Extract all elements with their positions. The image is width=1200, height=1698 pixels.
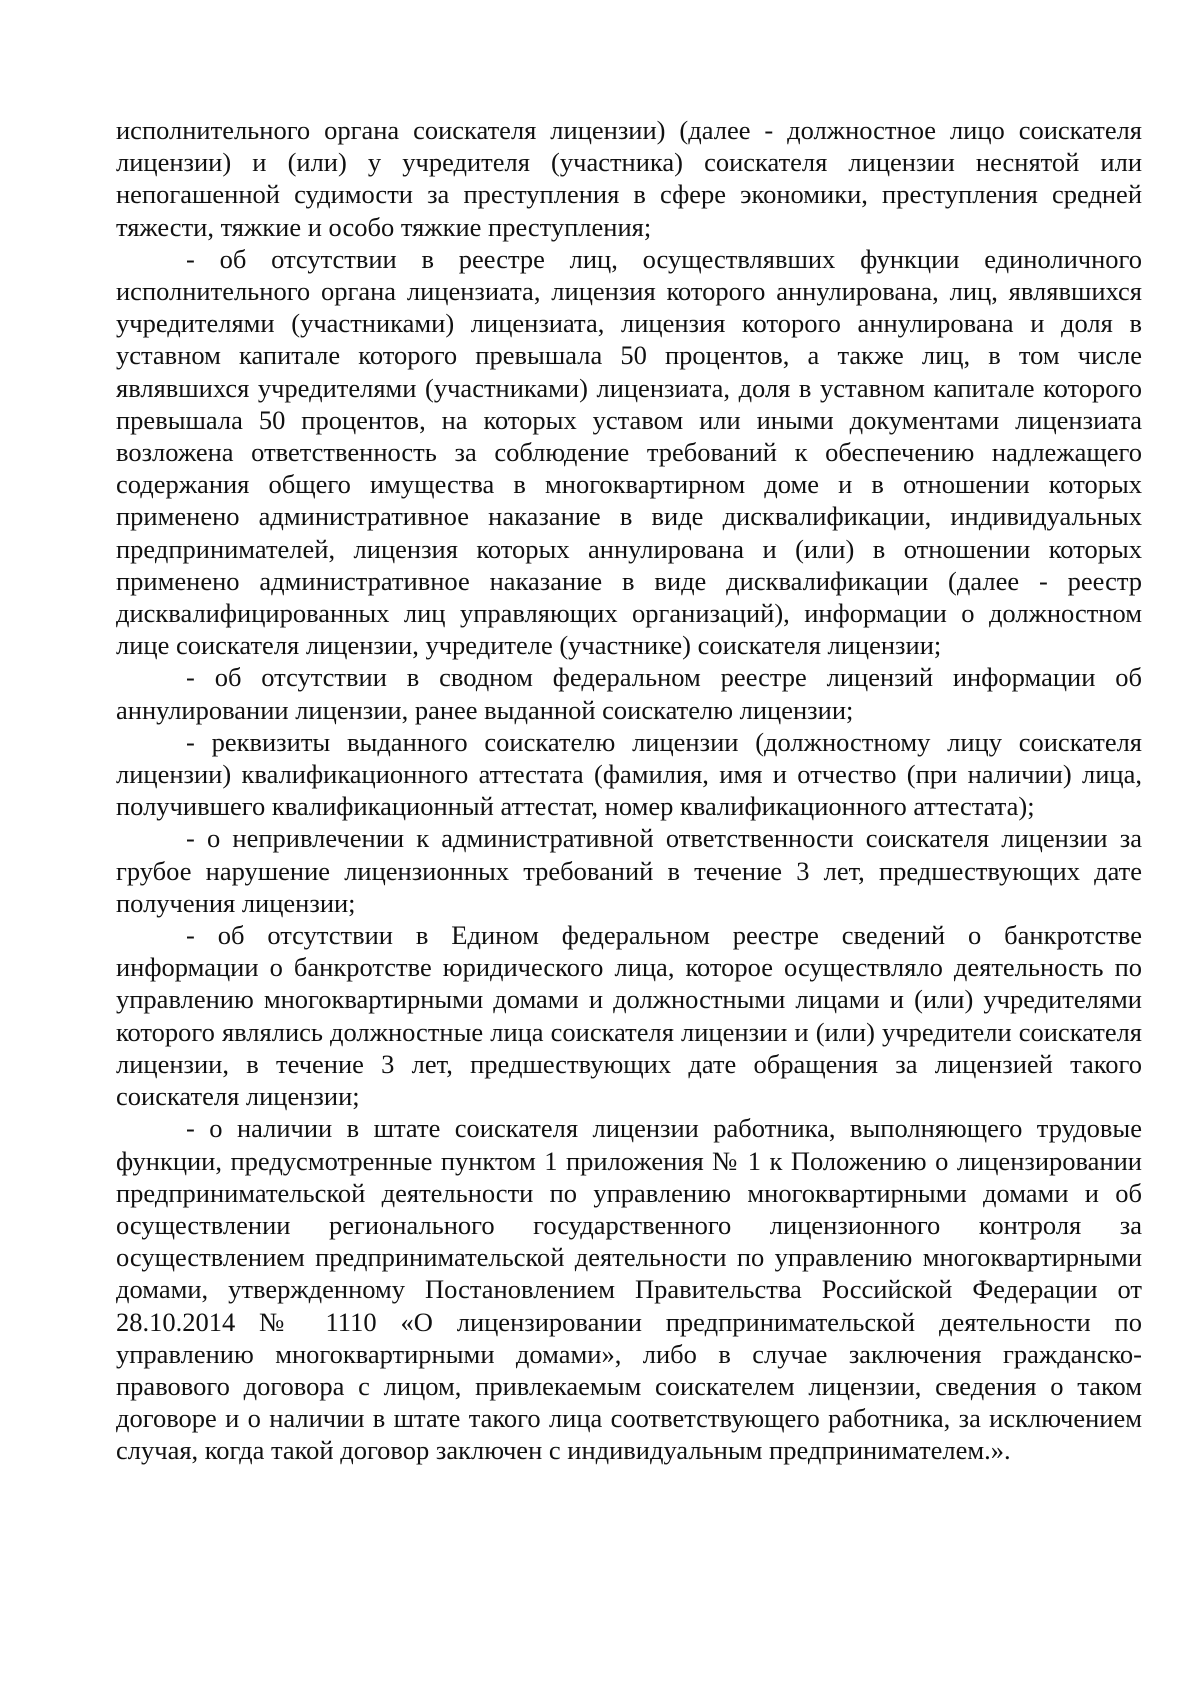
paragraph-license-registry: - об отсутствии в сводном федеральном реестре лицензий информации об аннулировании лицензии, ранее выданной соискателю лицензии; — [116, 662, 1142, 725]
paragraph-staff-employee: - о наличии в штате соискателя лицензии работника, выполняющего трудовые функции, предусмотренные пунктом 1 приложения № 1 к Положению о лицензировании предпринимательской деятельности по управлению многоквартирными домами и об осуществлении регионального государственного лицензионного контроля за осуществлением предпринимательской деятельности по управлению многоквартирными домами, утвержденному Постановлением Правительства Российской Федерации от 28.10.2014 № 1110 «О лицензировании предпринимательской деятельности по управлению многоквартирными домами», либо в случае заключения гражданско-правового договора с лицом, привлекаемым соискателем лицензии, сведения о таком договоре и о наличии в штате такого лица соответствующего работника, за исключением случая, когда такой договор заключен с индивидуальным предпринимателем.». — [116, 1113, 1142, 1466]
paragraph-disqualified-registry: - об отсутствии в реестре лиц, осуществлявших функции единоличного исполнительного органа лицензиата, лицензия которого аннулирована, лиц, являвшихся учредителями (участниками) лицензиата, лицензия которого аннулирована и доля в уставном капитале которого превышала 50 процентов, а также лиц, в том числе являвшихся учредителями (участниками) лицензиата, доля в уставном капитале которого превышала 50 процентов, на которых уставом или иными документами лицензиата возложена ответственность за соблюдение требований к обеспечению надлежащего содержания общего имущества в многоквартирном доме и в отношении которых применено административное наказание в виде дисквалификации, индивидуальных предпринимателей, лицензия которых аннулирована и (или) в отношении которых применено административное наказание в виде дисквалификации (далее - реестр дисквалифицированных лиц управляющих организаций), информации о должностном лице соискателя лицензии, учредителе (участнике) соискателя лицензии; — [116, 243, 1142, 661]
document-page — [116, 114, 1142, 1467]
paragraph-no-liability: - о непривлечении к административной ответственности соискателя лицензии за грубое нарушение лицензионных требований в течение 3 лет, предшествующих дате получения лицензии; — [116, 823, 1142, 918]
paragraph-bankruptcy-registry: - об отсутствии в Едином федеральном реестре сведений о банкротстве информации о банкротстве юридического лица, которое осуществляло деятельность по управлению многоквартирными домами и должностными лицами и (или) учредителями которого являлись должностные лица соискателя лицензии и (или) учредители соискателя лицензии, в течение 3 лет, предшествующих дате обращения за лицензией такого соискателя лицензии; — [116, 920, 1142, 1112]
paragraph-qualification-certificate: - реквизиты выданного соискателю лицензии (должностному лицу соискателя лицензии) квалификационного аттестата (фамилия, имя и отчество (при наличии) лица, получившего квалификационный аттестат, номер квалификационного аттестата); — [116, 726, 1142, 822]
paragraph-continuation: исполнительного органа соискателя лицензии) (далее - должностное лицо соискателя лицензии) и (или) у учредителя (участника) соискателя лицензии неснятой или непогашенной судимости за преступления в сфере экономики, преступления средней тяжести, тяжкие и особо тяжкие преступления; — [116, 115, 1142, 242]
